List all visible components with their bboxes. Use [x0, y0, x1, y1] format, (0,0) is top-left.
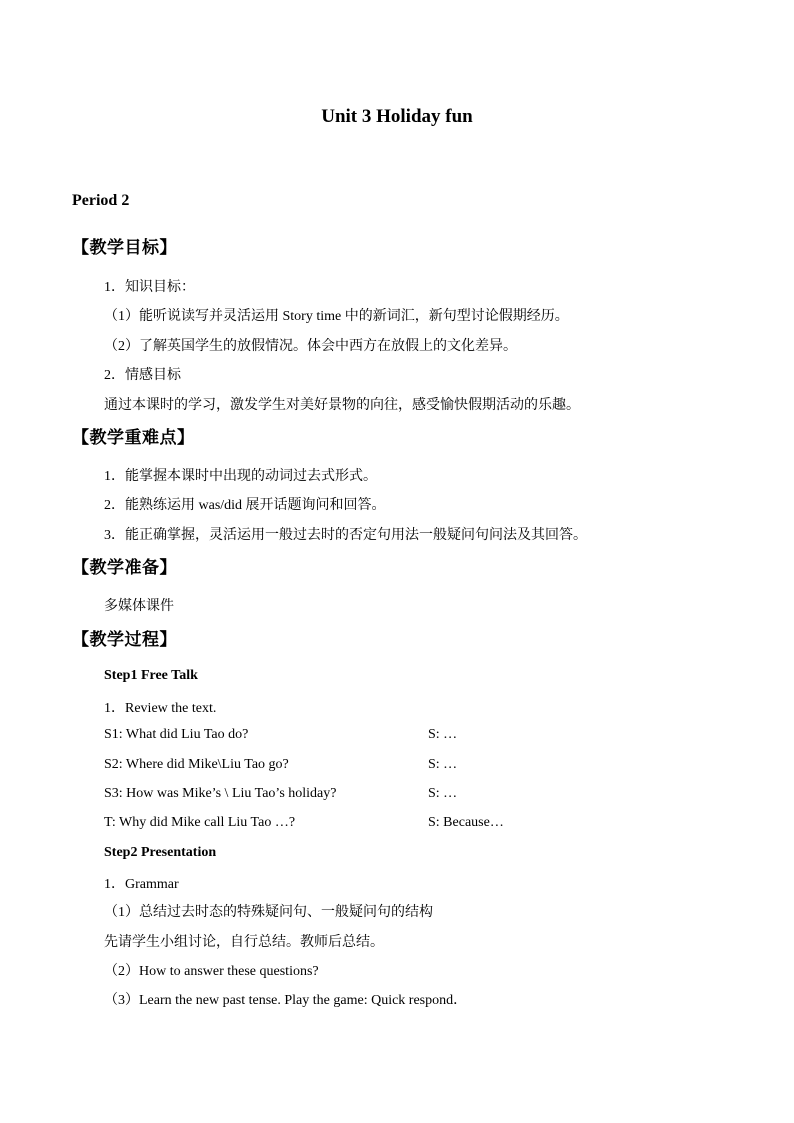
dialogue-question: S2: Where did Mike\Liu Tao go?: [104, 757, 289, 772]
step1-title: Step1 Free Talk: [104, 668, 198, 683]
dialogue-answer: S: …: [428, 757, 458, 772]
objectives-line: （2）了解英国学生的放假情况。体会中西方在放假上的文化差异。: [104, 339, 517, 354]
dialogue-question: S1: What did Liu Tao do?: [104, 727, 249, 742]
dialogue-answer: S: …: [428, 727, 458, 742]
objectives-line: 通过本课时的学习，激发学生对美好景物的向往，感受愉快假期活动的乐趣。: [104, 398, 580, 413]
step2-line: 1．Grammar: [104, 877, 179, 892]
objectives-line: 1．知识目标：: [104, 280, 195, 295]
step2-line: （2）How to answer these questions?: [104, 964, 319, 979]
step2-line: 先请学生小组讨论，自行总结。教师后总结。: [104, 935, 384, 950]
section-heading-preparation: 【教学准备】: [72, 558, 177, 578]
key-points-line: 2．能熟练运用 was/did 展开话题询问和回答。: [104, 498, 386, 513]
dialogue-question: S3: How was Mike’s \ Liu Tao’s holiday?: [104, 786, 337, 801]
document-title: Unit 3 Holiday fun: [321, 106, 473, 127]
objectives-line: （1）能听说读写并灵活运用 Story time 中的新词汇，新句型讨论假期经历。: [104, 309, 569, 324]
step2-line: （1）总结过去时态的特殊疑问句、一般疑问句的结构: [104, 905, 433, 920]
objectives-line: 2．情感目标: [104, 368, 181, 383]
dialogue-question: T: Why did Mike call Liu Tao …?: [104, 815, 296, 830]
key-points-line: 1．能掌握本课时中出现的动词过去式形式。: [104, 469, 377, 484]
dialogue-answer: S: Because…: [428, 815, 504, 830]
step2-title: Step2 Presentation: [104, 845, 217, 860]
step2-line: （3）Learn the new past tense. Play the game: Quick respond．: [104, 993, 468, 1008]
key-points-line: 3．能正确掌握，灵活运用一般过去时的否定句用法一般疑问句问法及其回答。: [104, 528, 587, 543]
step1-review: 1．Review the text.: [104, 701, 217, 716]
preparation-line: 多媒体课件: [104, 599, 174, 614]
section-heading-objectives: 【教学目标】: [72, 238, 177, 258]
period-label: Period 2: [72, 192, 130, 209]
section-heading-key-points: 【教学重难点】: [72, 428, 195, 448]
dialogue-answer: S: …: [428, 786, 458, 801]
section-heading-process: 【教学过程】: [72, 630, 177, 650]
